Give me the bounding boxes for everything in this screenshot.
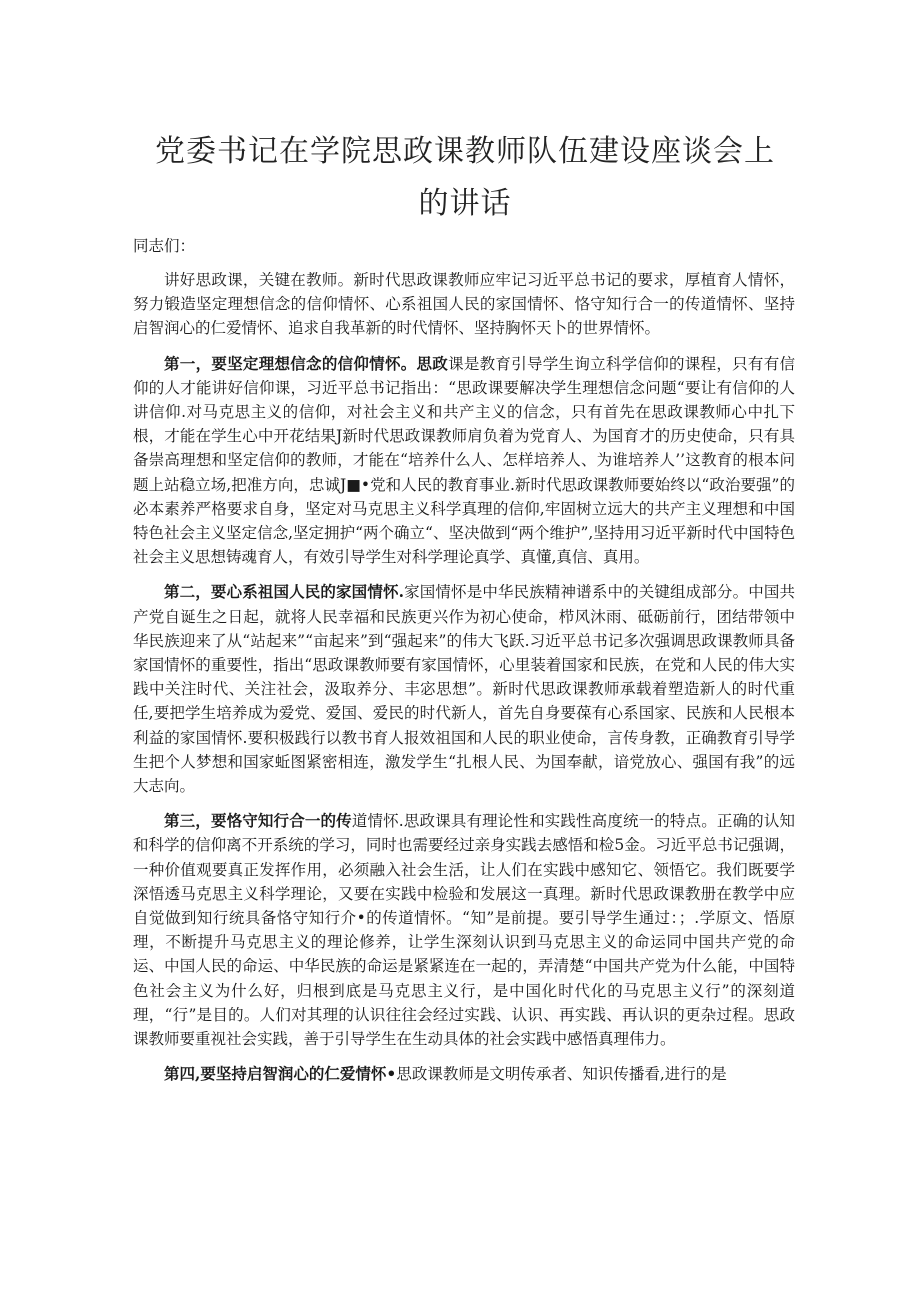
- paragraph-text: 家国情怀是中华民族精神谱系中的关键组成部分。中国共产党自诞生之日起，就将人民幸福和民族更兴作为初心使命，栉风沐雨、砥砺前行，团结带领中华民族迎来了从“站起来”“亩起来”到“强起来”的伟大飞跃.习近平总书记多次强调思政课教师具备家国情怀的重要性，指出“思政课教师要有家国情怀，心里装着国家和民族，在党和人民的伟大实践中关注时代、关注社会，汲取养分、丰宓思想”。新时代思政课教师承载着塑造新人的时代重任,要把学生培养成为爱党、爱国、爱民的时代新人，首先自身要葆有心系国家、民族和人民根本利益的家国情怀.要积极践行以教书育人报效祖国和人民的职业使命，言传身教，正确教育引导学生把个人梦想和国家蚯图紧密相连，激发学生“扎根人民、为国奉献，谙党放心、强国有我”的远大志向。: [133, 583, 795, 796]
- paragraph-second-point: [133, 580, 795, 798]
- greeting: 同志们：: [133, 237, 196, 255]
- paragraph-text: 道情怀.思政课具有理论性和实践性高度统一的特点。正确的认知和科学的信仰离不开系统的学习，同时也需要经过亲身实践去感悟和检5金。习近平总书记强调，一种价值观要真正发挥作用，必须融入社会生活，让人们在实践中感知它、领悟它。我们既要学深悟透马克思主义科学理论，又要在实践中检验和发展这一真理。新时代思政课教册在教学中应自觉做到知行统具备恪守知行介•的传道情怀。“知”是前提。要引导学生通过：；.学原文、悟原理，不断提升马克思主义的理论修养，让学生深刻认识到马克思主义的命运同中国共产党的命运、中国人民的命运、中华民族的命运是紧紧连在一起的，弄清楚“中国共产党为什么能，中国特色社会主义为什么好，归根到底是马克思主义行，是中国化时代化的马克思主义行”的深刻道理，“行”是目的。人们对其理的认识往往会经过实践、认识、再实践、再认识的更杂过程。思政课教师要重视社会实践，善于引导学生在生动具体的社会实践中感悟真理伟力。: [133, 812, 795, 1049]
- document-title: 党委书记在学院思政课教师队伍建设座谈会上的讲话: [155, 134, 775, 221]
- paragraph-text: 思政课教师是文明传承者、知识传播看,进行的是: [396, 1065, 727, 1084]
- paragraph-lead: 第一，要坚定理想信念的信仰情怀。思政: [164, 353, 449, 373]
- paragraph-first-point: [133, 352, 795, 570]
- paragraph-text: 讲好思政课，关键在教师。新时代思政课教师应牢记习近平总书记的要求，厚植育人情怀，努力锻造坚定理想信念的信仰情怀、心系祖国人民的家国情怀、恪守知行合一的传道情怀、坚持启智润心的仁爱情怀、追求自我革新的时代情怀、坚持胸怀天卜的世界情怀。: [133, 271, 795, 338]
- paragraph-intro: [133, 268, 795, 341]
- paragraph-fourth-point: [133, 1062, 795, 1086]
- paragraph-third-point: [133, 809, 795, 1051]
- paragraph-lead: 第二，要心系祖国人民的家国情怀.: [164, 582, 404, 602]
- paragraph-text: 课是教育引导学生询立科学信仰的课程，只有有信仰的人才能讲好信仰课，习近平总书记指出：“思政课要解决学生理想信念问题“要让有信仰的人讲信仰.对马克思主义的信仰，对社会主义和共产主义的信念，只有首先在思政课教师心中扎下根，才能在学生心中开花结果J新时代思政课教师肩负着为党育人、为国育才的历史使命，只有具备崇高理想和坚定信仰的教师，才能在“培养什么人、怎样培养人、为谁培养人’’这教育的根本问题上站稳立场,把准方向，忠诚J■•党和人民的教育事业.新时代思政课教师要始终以“政治要强”的必本素养严格要求自身，坚定对马克思主义科学真理的信仰,牢固树立远大的共产主义理想和中国特色社会主义坚定信念,坚定拥护“两个确立“、坚决做到“两个维护”,坚持用习近平新时代中国特色社会主义思想铸魂育人，有效引导学生对科学理论真学、真懂,真信、真用。: [133, 354, 795, 567]
- paragraph-lead: 第四,要坚持启智润心的仁爱情怀•: [164, 1064, 397, 1084]
- document-body: [133, 268, 795, 1098]
- paragraph-lead: 第三，要恪守知行合一的传: [164, 811, 352, 831]
